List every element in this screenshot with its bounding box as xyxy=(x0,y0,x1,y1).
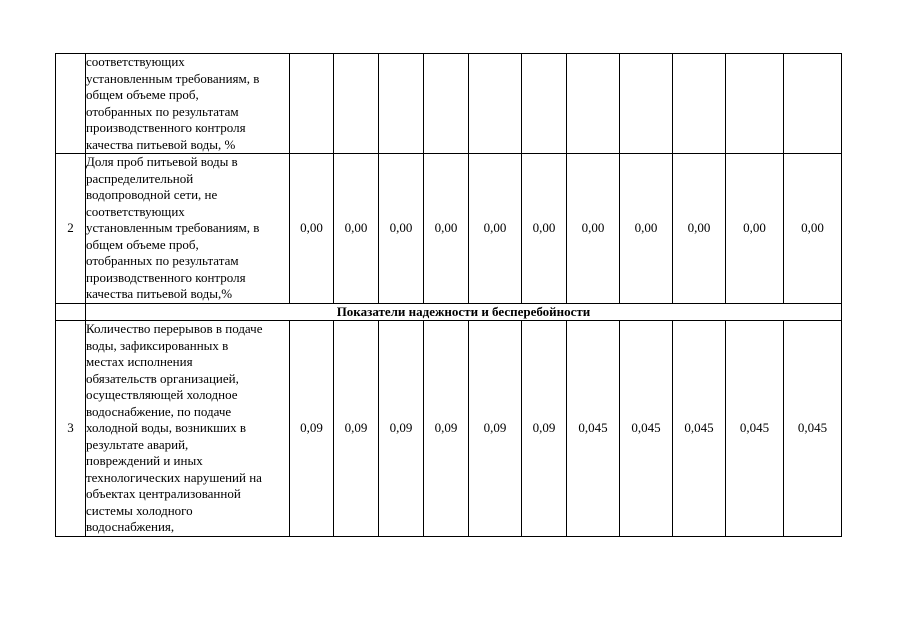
indicator-value: 0,00 xyxy=(379,154,424,304)
description-line: системы холодного xyxy=(86,502,193,518)
indicator-value: 0,09 xyxy=(522,321,567,537)
indicator-description xyxy=(86,54,290,154)
description-line: Количество перерывов в подаче xyxy=(86,321,263,336)
indicator-value: 0,09 xyxy=(379,321,424,537)
description-line: повреждений и иных xyxy=(86,453,203,468)
description-line: общем объеме проб, xyxy=(86,236,199,252)
description-line: объектах централизованной xyxy=(86,486,241,501)
indicator-description xyxy=(86,154,290,304)
description-line: соответствующих xyxy=(86,203,185,219)
section-header-row xyxy=(56,303,842,321)
indicator-description xyxy=(86,321,290,537)
description-line: установленным требованиям, в xyxy=(86,220,260,235)
indicator-value: 0,09 xyxy=(290,321,334,537)
indicator-value: 0,00 xyxy=(620,154,673,304)
indicator-value: 0,09 xyxy=(334,321,379,537)
indicator-value: 0,00 xyxy=(469,154,522,304)
section-title: Показатели надежности и бесперебойности xyxy=(86,303,842,321)
description-line: отобранных по результатам xyxy=(86,103,239,119)
description-line: соответствующих xyxy=(86,54,185,69)
description-line: качества питьевой воды, % xyxy=(86,136,236,152)
table-row xyxy=(56,54,842,154)
indicator-value xyxy=(290,54,334,154)
indicator-value xyxy=(784,54,842,154)
description-line: местах исполнения xyxy=(86,354,193,369)
description-line: водоснабжение, по подаче xyxy=(86,403,232,419)
description-line: осуществляющей холодное xyxy=(86,387,238,402)
description-line: производственного контроля xyxy=(86,120,246,135)
row-number: 3 xyxy=(56,321,86,537)
indicator-value: 0,09 xyxy=(469,321,522,537)
indicator-value: 0,00 xyxy=(424,154,469,304)
description-line: водопроводной сети, не xyxy=(86,187,218,202)
indicator-value xyxy=(522,54,567,154)
description-line: качества питьевой воды,% xyxy=(86,286,233,301)
description-line: отобранных по результатам xyxy=(86,253,239,268)
indicator-value xyxy=(567,54,620,154)
description-line: Доля проб питьевой воды в xyxy=(86,154,238,169)
indicator-value: 0,045 xyxy=(567,321,620,537)
description-line: обязательств организацией, xyxy=(86,370,239,386)
description-line: распределительной xyxy=(86,170,194,186)
description-line: производственного контроля xyxy=(86,269,246,285)
indicator-value: 0,00 xyxy=(522,154,567,304)
indicator-value xyxy=(620,54,673,154)
description-line: технологических нарушений на xyxy=(86,469,262,485)
indicator-value xyxy=(379,54,424,154)
indicator-value: 0,00 xyxy=(567,154,620,304)
indicator-value: 0,00 xyxy=(726,154,784,304)
table-row xyxy=(56,321,842,537)
indicator-value: 0,00 xyxy=(290,154,334,304)
indicator-value: 0,045 xyxy=(784,321,842,537)
indicator-value xyxy=(726,54,784,154)
description-line: водоснабжения, xyxy=(86,519,175,534)
indicator-value: 0,00 xyxy=(334,154,379,304)
description-line: воды, зафиксированных в xyxy=(86,337,229,353)
indicator-value xyxy=(469,54,522,154)
section-number-cell xyxy=(56,303,86,321)
table-row xyxy=(56,154,842,304)
indicator-value: 0,045 xyxy=(726,321,784,537)
row-number: 2 xyxy=(56,154,86,304)
indicator-value: 0,045 xyxy=(673,321,726,537)
indicator-value: 0,045 xyxy=(620,321,673,537)
row-number xyxy=(56,54,86,154)
indicator-value xyxy=(424,54,469,154)
indicator-value: 0,09 xyxy=(424,321,469,537)
description-line: общем объеме проб, xyxy=(86,87,199,102)
indicator-value xyxy=(334,54,379,154)
description-line: установленным требованиям, в xyxy=(86,70,260,86)
description-line: результате аварий, xyxy=(86,436,189,452)
indicator-value xyxy=(673,54,726,154)
description-line: холодной воды, возникших в xyxy=(86,420,247,435)
indicator-value: 0,00 xyxy=(673,154,726,304)
indicator-value: 0,00 xyxy=(784,154,842,304)
indicators-table xyxy=(55,53,842,537)
